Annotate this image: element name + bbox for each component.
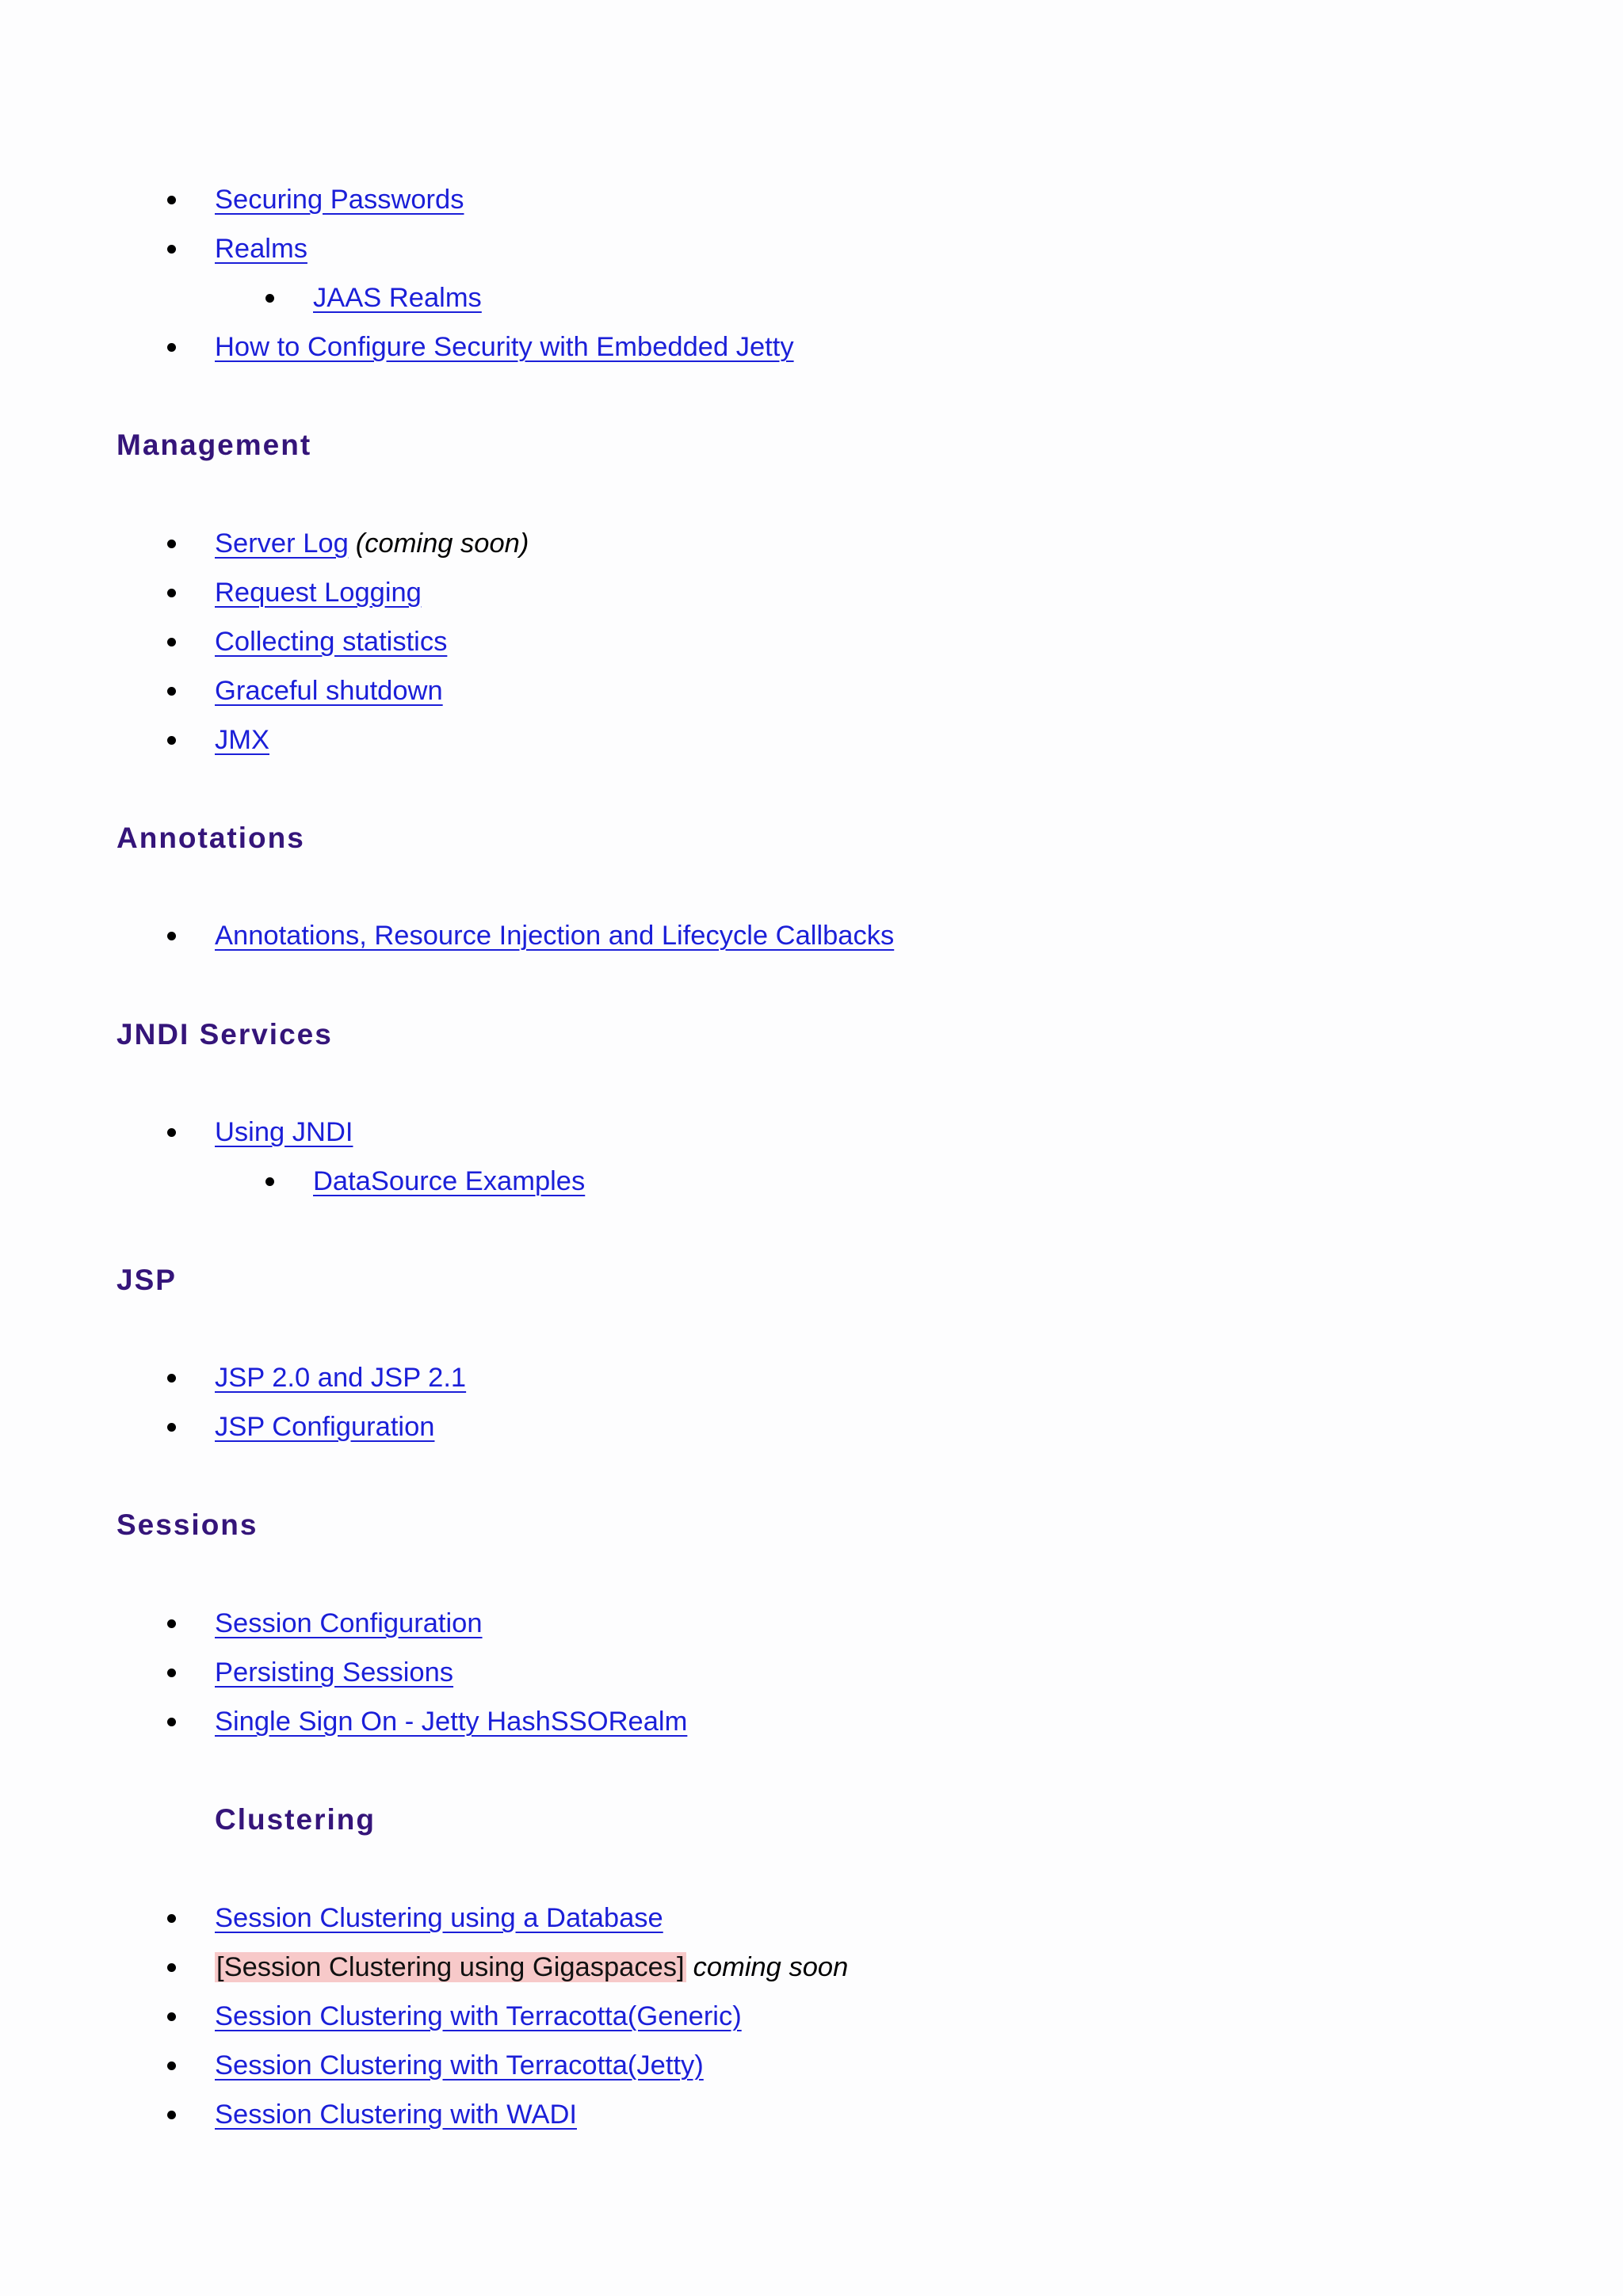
bullet <box>167 1619 176 1628</box>
list-item <box>215 1901 663 1936</box>
bullet <box>167 1128 176 1137</box>
list-item <box>215 1950 848 1985</box>
note-coming-soon: (coming soon) <box>355 528 529 559</box>
list-item <box>215 330 794 364</box>
link-clustering-terracotta-jetty[interactable]: Session Clustering with Terracotta(Jetty) <box>215 2050 704 2081</box>
bullet <box>167 687 176 696</box>
bullet <box>167 932 176 940</box>
heading-jsp: JSP <box>116 1264 177 1296</box>
link-clustering-database[interactable]: Session Clustering using a Database <box>215 1903 663 1933</box>
bullet <box>265 294 274 303</box>
heading-annotations: Annotations <box>116 822 305 854</box>
list-item <box>215 182 464 217</box>
bullet <box>167 540 176 548</box>
link-single-sign-on[interactable]: Single Sign On - Jetty HashSSORealm <box>215 1707 688 1737</box>
link-jmx[interactable]: JMX <box>215 725 269 755</box>
list-item <box>215 673 443 708</box>
bullet <box>167 1374 176 1383</box>
list-item <box>313 280 482 315</box>
list-item <box>313 1164 585 1199</box>
list-item <box>215 1360 466 1395</box>
link-jsp-configuration[interactable]: JSP Configuration <box>215 1412 435 1442</box>
bullet <box>167 2111 176 2119</box>
bullet <box>167 245 176 254</box>
link-securing-passwords[interactable]: Securing Passwords <box>215 185 464 215</box>
link-jsp-2-0-and-2-1[interactable]: JSP 2.0 and JSP 2.1 <box>215 1363 467 1393</box>
bullet <box>167 2061 176 2070</box>
bullet <box>167 638 176 646</box>
link-server-log[interactable]: Server Log <box>215 528 349 559</box>
link-realms[interactable]: Realms <box>215 234 307 264</box>
bullet <box>167 343 176 352</box>
link-clustering-terracotta-generic[interactable]: Session Clustering with Terracotta(Generic) <box>215 2001 742 2031</box>
list-item <box>215 1606 483 1641</box>
link-graceful-shutdown[interactable]: Graceful shutdown <box>215 676 443 706</box>
list-item <box>215 624 447 659</box>
link-annotations-resource-injection[interactable]: Annotations, Resource Injection and Lifecycle Callbacks <box>215 921 895 951</box>
list-item <box>215 575 422 610</box>
heading-jndi-services: JNDI Services <box>116 1018 333 1051</box>
link-using-jndi[interactable]: Using JNDI <box>215 1117 353 1147</box>
bullet <box>167 1423 176 1432</box>
link-configure-security-embedded-jetty[interactable]: How to Configure Security with Embedded Jetty <box>215 332 794 362</box>
list-item <box>215 526 529 561</box>
list-item <box>215 1655 453 1690</box>
list-item <box>215 1409 434 1444</box>
list-item <box>215 1115 353 1150</box>
link-clustering-wadi[interactable]: Session Clustering with WADI <box>215 2100 577 2130</box>
bullet <box>265 1177 274 1186</box>
list-item <box>215 723 269 757</box>
list-item <box>215 2097 577 2132</box>
bullet <box>167 1963 176 1972</box>
list-item <box>215 231 307 266</box>
bullet <box>167 196 176 204</box>
heading-management: Management <box>116 429 312 461</box>
broken-link-gigaspaces: [Session Clustering using Gigaspaces] <box>216 1952 685 1982</box>
link-jaas-realms[interactable]: JAAS Realms <box>313 283 482 313</box>
heading-clustering: Clustering <box>215 1803 376 1836</box>
bullet <box>167 1669 176 1677</box>
link-datasource-examples[interactable]: DataSource Examples <box>313 1166 586 1196</box>
bullet <box>167 2012 176 2021</box>
link-request-logging[interactable]: Request Logging <box>215 578 422 608</box>
bullet <box>167 589 176 597</box>
heading-sessions: Sessions <box>116 1508 258 1541</box>
bullet <box>167 1718 176 1726</box>
bullet <box>167 736 176 745</box>
link-collecting-statistics[interactable]: Collecting statistics <box>215 627 448 657</box>
bullet <box>167 1914 176 1923</box>
list-item <box>215 1704 687 1739</box>
list-item <box>215 1999 742 2034</box>
note-coming-soon: coming soon <box>693 1952 849 1982</box>
list-item <box>215 918 894 953</box>
list-item <box>215 2048 704 2083</box>
link-session-configuration[interactable]: Session Configuration <box>215 1608 483 1638</box>
link-persisting-sessions[interactable]: Persisting Sessions <box>215 1657 454 1688</box>
